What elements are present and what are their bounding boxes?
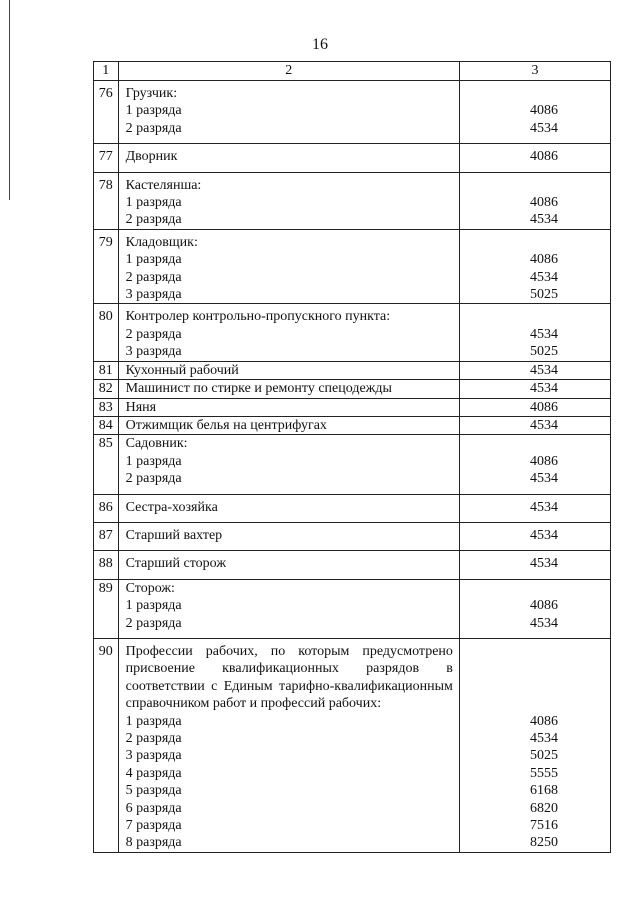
row-number: 87: [94, 522, 119, 550]
position-name-cell: [118, 398, 459, 416]
position-name-cell: [118, 638, 459, 852]
table-row: [94, 522, 611, 550]
table-row: [94, 304, 611, 361]
salary-value: 4534: [530, 556, 558, 572]
salary-cell: [459, 361, 610, 379]
grade-label: 2 разряда: [125, 471, 182, 487]
salary-cell: [459, 579, 610, 638]
header-col-3: 3: [459, 62, 610, 81]
position-name-cell: [118, 361, 459, 379]
rates-table: [93, 61, 611, 853]
salary-cell: [459, 494, 610, 522]
salary-cell: [459, 144, 610, 172]
header-col-1: 1: [94, 62, 119, 81]
grade-label: 1 разряда: [125, 195, 182, 211]
position-title: Кладовщик:: [125, 234, 198, 250]
table-row: [94, 144, 611, 172]
position-title: Машинист по стирке и ремонту спецодежды: [125, 381, 392, 397]
position-title: Садовник:: [125, 436, 188, 452]
row-number: 76: [94, 81, 119, 144]
salary-value: 4534: [530, 527, 558, 543]
salary-value: 4534: [530, 362, 558, 378]
grade-salary: 4086: [530, 713, 558, 729]
scan-edge-line: [9, 0, 10, 200]
table-row: [94, 579, 611, 638]
position-title: Профессии рабочих, по которым предусмотрено присвоение квалификационных разрядов в соответствии с Единым тарифно-квалификационным справочником работ и профессий рабочих:: [125, 643, 453, 712]
grade-label: 2 разряда: [125, 120, 182, 136]
position-title: Отжимщик белья на центрифугах: [125, 417, 327, 433]
salary-cell: [459, 435, 610, 494]
page-number: 16: [312, 36, 328, 53]
salary-value: 4086: [530, 149, 558, 165]
position-name-cell: [118, 81, 459, 144]
grade-salary: 6168: [530, 783, 558, 799]
grade-salary: 4534: [530, 326, 558, 342]
table-row: [94, 638, 611, 852]
position-name-cell: [118, 579, 459, 638]
grade-salary: 4086: [530, 598, 558, 614]
header-col-2: 2: [118, 62, 459, 81]
row-number: 77: [94, 144, 119, 172]
row-number: 83: [94, 398, 119, 416]
grade-salary: 7516: [530, 818, 558, 834]
position-title: Кастелянша:: [125, 177, 202, 193]
table-row: [94, 229, 611, 304]
position-name-cell: [118, 416, 459, 434]
grade-salary: 4086: [530, 252, 558, 268]
grade-salary: 4534: [530, 120, 558, 136]
row-number: 85: [94, 435, 119, 494]
row-number: 78: [94, 172, 119, 229]
table-row: [94, 416, 611, 434]
position-name-cell: [118, 304, 459, 361]
grade-label: 3 разряда: [125, 748, 182, 764]
grade-label: 3 разряда: [125, 287, 182, 303]
grade-salary: 4086: [530, 195, 558, 211]
salary-cell: [459, 416, 610, 434]
salary-cell: [459, 229, 610, 304]
grade-label: 1 разряда: [125, 252, 182, 268]
grade-label: 5 разряда: [125, 783, 182, 799]
grade-salary: 5555: [530, 765, 558, 781]
salary-cell: [459, 551, 610, 579]
row-number: 84: [94, 416, 119, 434]
row-number: 88: [94, 551, 119, 579]
position-name-cell: [118, 551, 459, 579]
table-row: [94, 398, 611, 416]
value-spacer: [460, 580, 558, 597]
position-title: Дворник: [125, 149, 178, 165]
row-number: 90: [94, 638, 119, 852]
row-number: 86: [94, 494, 119, 522]
table-row: [94, 494, 611, 522]
position-title: Кухонный рабочий: [125, 362, 239, 378]
table-row: [94, 380, 611, 398]
grade-label: 1 разряда: [125, 453, 182, 469]
table-row: [94, 81, 611, 144]
table-row: [94, 551, 611, 579]
position-name-cell: [118, 172, 459, 229]
value-spacer: [460, 695, 558, 712]
row-number: 80: [94, 304, 119, 361]
salary-cell: [459, 638, 610, 852]
grade-salary: 5025: [530, 748, 558, 764]
table-row: [94, 361, 611, 379]
grade-label: 2 разряда: [125, 212, 182, 228]
grade-salary: 4534: [530, 615, 558, 631]
grade-label: 2 разряда: [125, 615, 182, 631]
grade-salary: 4534: [530, 471, 558, 487]
position-name-cell: [118, 494, 459, 522]
position-name-cell: [118, 380, 459, 398]
value-spacer: [460, 643, 558, 660]
salary-cell: [459, 522, 610, 550]
position-title: Контролер контрольно-пропускного пункта:: [125, 309, 391, 325]
salary-value: 4534: [530, 417, 558, 433]
position-name-cell: [118, 229, 459, 304]
value-spacer: [460, 234, 558, 251]
grade-label: 7 разряда: [125, 818, 182, 834]
position-name-cell: [118, 435, 459, 494]
table-row: [94, 435, 611, 494]
grade-salary: 5025: [530, 344, 558, 360]
grade-label: 1 разряда: [125, 598, 182, 614]
salary-cell: [459, 172, 610, 229]
grade-label: 1 разряда: [125, 103, 182, 119]
grade-label: 2 разряда: [125, 326, 182, 342]
position-name-cell: [118, 144, 459, 172]
position-title: Сторож:: [125, 580, 175, 596]
grade-salary: 4534: [530, 731, 558, 746]
position-title: Старший вахтер: [125, 527, 223, 543]
row-number: 79: [94, 229, 119, 304]
row-number: 89: [94, 579, 119, 638]
salary-value: 4086: [530, 399, 558, 415]
salary-value: 4534: [530, 499, 558, 515]
grade-label: 4 разряда: [125, 765, 182, 781]
position-title: Грузчик:: [125, 86, 178, 101]
grade-label: 2 разряда: [125, 269, 182, 285]
salary-cell: [459, 398, 610, 416]
salary-cell: [459, 380, 610, 398]
grade-salary: 4534: [530, 212, 558, 228]
position-title: Старший сторож: [125, 556, 227, 572]
grade-label: 3 разряда: [125, 344, 182, 360]
salary-cell: [459, 304, 610, 361]
salary-cell: [459, 81, 610, 144]
salary-value: 4534: [530, 381, 558, 397]
position-title: Сестра-хозяйка: [125, 499, 218, 515]
grade-salary: 4086: [530, 453, 558, 469]
value-spacer: [460, 177, 558, 194]
grade-label: 8 разряда: [125, 835, 182, 851]
grade-salary: 5025: [530, 287, 558, 303]
value-spacer: [460, 85, 558, 102]
position-name-cell: [118, 522, 459, 550]
value-spacer: [460, 308, 558, 325]
grade-label: 1 разряда: [125, 713, 182, 729]
value-spacer: [460, 435, 558, 452]
grade-salary: 4534: [530, 269, 558, 285]
value-spacer: [460, 660, 558, 677]
grade-salary: 4086: [530, 103, 558, 119]
grade-label: 2 разряда: [125, 731, 182, 746]
row-number: 81: [94, 361, 119, 379]
table-header-row: [94, 62, 611, 81]
grade-salary: 8250: [530, 835, 558, 851]
table-row: [94, 172, 611, 229]
value-spacer: [460, 678, 558, 695]
grade-salary: 6820: [530, 800, 558, 816]
position-title: Няня: [125, 399, 157, 415]
row-number: 82: [94, 380, 119, 398]
grade-label: 6 разряда: [125, 800, 182, 816]
